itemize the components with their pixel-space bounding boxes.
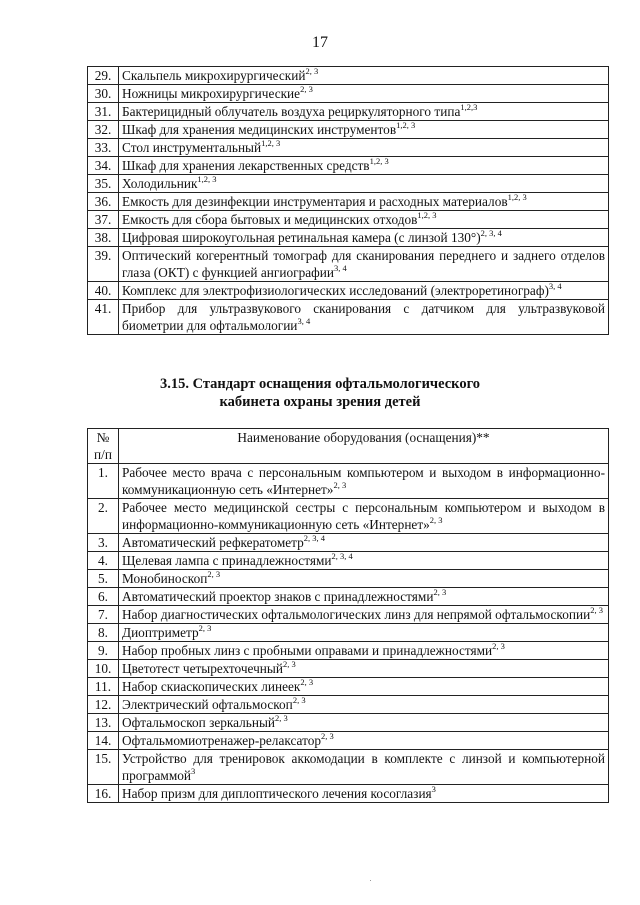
equipment-name: Офтальмомиотренажер-релаксатор bbox=[122, 733, 322, 748]
table-row bbox=[88, 606, 609, 624]
table-row bbox=[88, 624, 609, 642]
equipment-footnote-ref: 3, 4 bbox=[297, 316, 311, 326]
equipment-name-cell bbox=[119, 552, 609, 570]
equipment-footnote-ref: 2, 3 bbox=[433, 587, 447, 597]
equipment-name: Рабочее место врача с персональным компьютером и выходом в информационно-коммуникационную сеть «Интернет» bbox=[122, 465, 605, 497]
equipment-name-cell bbox=[119, 139, 609, 157]
equipment-name-cell bbox=[119, 678, 609, 696]
equipment-name-cell bbox=[119, 696, 609, 714]
equipment-footnote-ref: 2, 3 bbox=[275, 713, 288, 723]
equipment-name-cell bbox=[119, 785, 609, 803]
equipment-name-cell bbox=[119, 588, 609, 606]
equipment-name-cell bbox=[119, 732, 609, 750]
equipment-name: Щелевая лампа с принадлежностями bbox=[122, 553, 332, 568]
equipment-name-cell bbox=[119, 570, 609, 588]
table-row bbox=[88, 247, 609, 282]
row-number: 13. bbox=[88, 714, 119, 732]
table-row bbox=[88, 750, 609, 785]
equipment-footnote-ref: 2, 3 bbox=[292, 695, 306, 705]
equipment-name-cell bbox=[119, 606, 609, 624]
table-row bbox=[88, 499, 609, 534]
table-row bbox=[88, 570, 609, 588]
equipment-footnote-ref: 3, 4 bbox=[548, 281, 562, 291]
equipment-footnote-ref: 2, 3 bbox=[590, 605, 603, 615]
row-number: 40. bbox=[88, 282, 119, 300]
table-row bbox=[88, 552, 609, 570]
equipment-name: Скальпель микрохирургический bbox=[122, 68, 306, 83]
equipment-footnote-ref: 2, 3 bbox=[282, 659, 296, 669]
table-row bbox=[88, 300, 609, 335]
row-number: 14. bbox=[88, 732, 119, 750]
equipment-footnote-ref: 1,2, 3 bbox=[261, 138, 281, 148]
table-row bbox=[88, 714, 609, 732]
equipment-name-cell bbox=[119, 193, 609, 211]
table-row bbox=[88, 85, 609, 103]
row-number: 33. bbox=[88, 139, 119, 157]
equipment-name: Набор пробных линз с пробными оправами и принадлежностями bbox=[122, 643, 493, 658]
row-number: 10. bbox=[88, 660, 119, 678]
equipment-footnote-ref: 2, 3, 4 bbox=[303, 533, 326, 543]
equipment-name: Автоматический рефкератометр bbox=[122, 535, 304, 550]
equipment-name: Устройство для тренировок аккомодации в комплекте с линзой и компьютерной программой bbox=[122, 751, 605, 783]
equipment-footnote-ref: 3 bbox=[191, 766, 196, 776]
equipment-name-cell bbox=[119, 750, 609, 785]
table-row bbox=[88, 588, 609, 606]
row-number: 15. bbox=[88, 750, 119, 785]
equipment-footnote-ref: 2, 3, 4 bbox=[480, 228, 502, 238]
equipment-name-cell bbox=[119, 67, 609, 85]
equipment-name: Шкаф для хранения медицинских инструментов bbox=[122, 122, 397, 137]
equipment-name-cell bbox=[119, 534, 609, 552]
equipment-name-cell bbox=[119, 211, 609, 229]
equipment-footnote-ref: 2, 3 bbox=[429, 515, 443, 525]
equipment-name-cell bbox=[119, 499, 609, 534]
table-row bbox=[88, 282, 609, 300]
row-number: 8. bbox=[88, 624, 119, 642]
row-number: 34. bbox=[88, 157, 119, 175]
equipment-footnote-ref: 1,2, 3 bbox=[369, 156, 389, 166]
column-header-name: Наименование оборудования (оснащения)** bbox=[119, 429, 609, 464]
column-header-number bbox=[88, 429, 119, 464]
row-number: 6. bbox=[88, 588, 119, 606]
table-row bbox=[88, 103, 609, 121]
table-row bbox=[88, 211, 609, 229]
equipment-name: Шкаф для хранения лекарственных средств bbox=[122, 158, 370, 173]
equipment-name: Набор скиаскопических линеек bbox=[122, 679, 301, 694]
equipment-footnote-ref: 1,2,3 bbox=[460, 102, 478, 112]
equipment-footnote-ref: 1,2, 3 bbox=[197, 174, 217, 184]
equipment-name: Рабочее место медицинской сестры с персональным компьютером и выходом в информационно-коммуникационную сеть «Интернет» bbox=[122, 500, 605, 532]
row-number: 31. bbox=[88, 103, 119, 121]
table-row bbox=[88, 678, 609, 696]
table-row bbox=[88, 121, 609, 139]
equipment-name-cell bbox=[119, 157, 609, 175]
equipment-name: Цветотест четырехточечный bbox=[122, 661, 283, 676]
row-number: 38. bbox=[88, 229, 119, 247]
row-number: 39. bbox=[88, 247, 119, 282]
row-number: 2. bbox=[88, 499, 119, 534]
table-row bbox=[88, 139, 609, 157]
equipment-name: Комплекс для электрофизиологических исследований (электроретинограф) bbox=[122, 283, 549, 298]
equipment-footnote-ref: 2, 3 bbox=[300, 84, 313, 94]
row-number: 35. bbox=[88, 175, 119, 193]
table-header-row bbox=[88, 429, 609, 464]
equipment-name-cell bbox=[119, 85, 609, 103]
equipment-name: Ножницы микрохирургические bbox=[122, 86, 301, 101]
equipment-name: Набор диагностических офтальмологических линз для непрямой офтальмоскопии bbox=[122, 607, 591, 622]
table-row bbox=[88, 193, 609, 211]
equipment-name-cell bbox=[119, 300, 609, 335]
equipment-name-cell bbox=[119, 464, 609, 499]
equipment-name: Холодильник bbox=[122, 176, 198, 191]
equipment-footnote-ref: 3 bbox=[431, 784, 436, 794]
equipment-name-cell bbox=[119, 175, 609, 193]
row-number: 12. bbox=[88, 696, 119, 714]
equipment-name: Бактерицидный облучатель воздуха рециркуляторного типа bbox=[122, 104, 461, 119]
row-number: 30. bbox=[88, 85, 119, 103]
equipment-name: Офтальмоскоп зеркальный bbox=[122, 715, 276, 730]
table-header bbox=[88, 429, 609, 464]
equipment-name-cell bbox=[119, 660, 609, 678]
row-number: 36. bbox=[88, 193, 119, 211]
scan-mark bbox=[370, 880, 371, 881]
equipment-footnote-ref: 2, 3 bbox=[305, 66, 319, 76]
row-number: 5. bbox=[88, 570, 119, 588]
equipment-name-cell bbox=[119, 642, 609, 660]
equipment-name-cell bbox=[119, 282, 609, 300]
equipment-name: Прибор для ультразвукового сканирования с датчиком для ультразвуковой биометрии для офтальмологии bbox=[122, 301, 605, 333]
row-number: 3. bbox=[88, 534, 119, 552]
row-number: 1. bbox=[88, 464, 119, 499]
column-header-number-line-1: № bbox=[96, 430, 110, 445]
equipment-table-continued bbox=[87, 66, 609, 335]
table-row bbox=[88, 732, 609, 750]
table-row bbox=[88, 696, 609, 714]
equipment-name-cell bbox=[119, 714, 609, 732]
page-number: 17 bbox=[312, 34, 328, 51]
equipment-name: Емкость для дезинфекции инструментария и расходных материалов bbox=[122, 194, 508, 209]
column-header-number-line-2: п/п bbox=[94, 447, 112, 462]
row-number: 9. bbox=[88, 642, 119, 660]
equipment-name-cell bbox=[119, 247, 609, 282]
equipment-name-cell bbox=[119, 624, 609, 642]
row-number: 29. bbox=[88, 67, 119, 85]
equipment-footnote-ref: 2, 3, 4 bbox=[331, 551, 353, 561]
equipment-footnote-ref: 2, 3 bbox=[321, 731, 334, 741]
table-row bbox=[88, 67, 609, 85]
table-row bbox=[88, 464, 609, 499]
table-row bbox=[88, 175, 609, 193]
row-number: 37. bbox=[88, 211, 119, 229]
equipment-name: Набор призм для диплоптического лечения косоглазия bbox=[122, 786, 432, 801]
equipment-name: Цифровая широкоугольная ретинальная камера (с линзой 130°) bbox=[122, 230, 481, 245]
section-title-line-1: 3.15. Стандарт оснащения офтальмологического bbox=[159, 376, 481, 392]
equipment-table-child-vision-body bbox=[88, 464, 609, 803]
equipment-footnote-ref: 1,2, 3 bbox=[417, 210, 437, 220]
table-row bbox=[88, 157, 609, 175]
table-row bbox=[88, 660, 609, 678]
equipment-name: Емкость для сбора бытовых и медицинских отходов bbox=[122, 212, 418, 227]
equipment-footnote-ref: 2, 3 bbox=[207, 569, 221, 579]
equipment-name: Диоптриметр bbox=[122, 625, 199, 640]
row-number: 11. bbox=[88, 678, 119, 696]
row-number: 41. bbox=[88, 300, 119, 335]
table-row bbox=[88, 229, 609, 247]
equipment-footnote-ref: 2, 3 bbox=[492, 641, 505, 651]
equipment-name-cell bbox=[119, 103, 609, 121]
table-row bbox=[88, 534, 609, 552]
equipment-name: Электрический офтальмоскоп bbox=[122, 697, 293, 712]
equipment-table-child-vision bbox=[87, 428, 609, 803]
equipment-name: Монобиноскоп bbox=[122, 571, 208, 586]
equipment-name: Стол инструментальный bbox=[122, 140, 262, 155]
equipment-footnote-ref: 1,2, 3 bbox=[396, 120, 416, 130]
row-number: 32. bbox=[88, 121, 119, 139]
row-number: 16. bbox=[88, 785, 119, 803]
equipment-footnote-ref: 2, 3 bbox=[300, 677, 314, 687]
equipment-footnote-ref: 2, 3 bbox=[198, 623, 212, 633]
equipment-name-cell bbox=[119, 121, 609, 139]
section-title-line-2: кабинета охраны зрения детей bbox=[219, 394, 421, 410]
equipment-footnote-ref: 3, 4 bbox=[333, 263, 347, 273]
equipment-name: Автоматический проектор знаков с принадлежностями bbox=[122, 589, 434, 604]
row-number: 7. bbox=[88, 606, 119, 624]
table-row bbox=[88, 785, 609, 803]
section-title bbox=[0, 375, 640, 411]
row-number: 4. bbox=[88, 552, 119, 570]
table-row bbox=[88, 642, 609, 660]
equipment-table-continued-body bbox=[88, 67, 609, 335]
equipment-footnote-ref: 1,2, 3 bbox=[507, 192, 527, 202]
equipment-footnote-ref: 2, 3 bbox=[333, 480, 347, 490]
equipment-name: Оптический когерентный томограф для сканирования переднего и заднего отделов глаза (ОКТ) с функцией ангиографии bbox=[122, 248, 605, 280]
equipment-name-cell bbox=[119, 229, 609, 247]
